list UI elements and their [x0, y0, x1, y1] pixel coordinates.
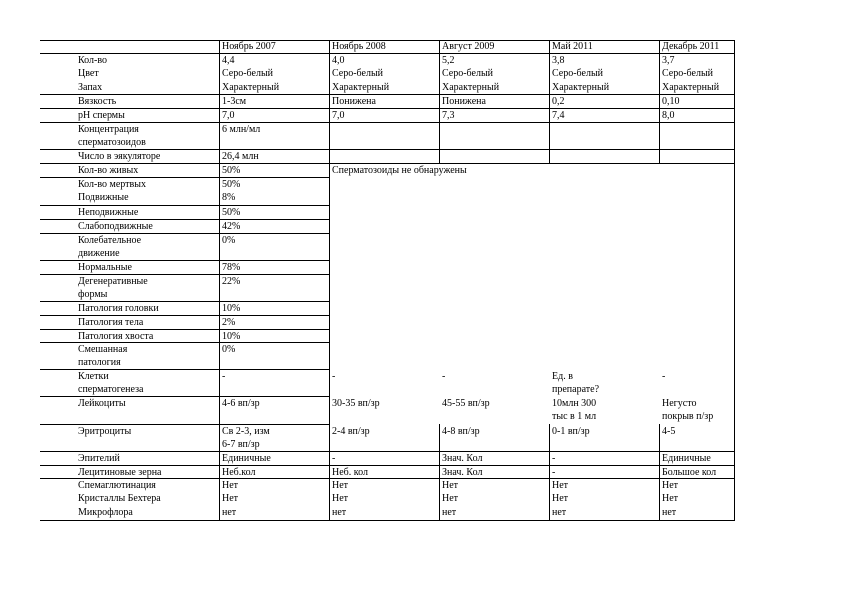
- table-cell: 0,10: [662, 96, 680, 107]
- row-label: Подвижные: [78, 192, 129, 204]
- table-bottom-rule: [40, 520, 735, 521]
- row-rule: [40, 451, 735, 452]
- table-right-rule: [734, 40, 735, 521]
- column-rule: [549, 40, 550, 164]
- table-cell: препарате?: [552, 384, 600, 396]
- table-cell: -: [442, 371, 446, 382]
- table-cell: -: [552, 453, 556, 464]
- row-rule: [40, 122, 735, 123]
- table-cell: Ед. в: [552, 371, 573, 382]
- table-cell: 6-7 вп/зр: [222, 439, 260, 451]
- row-label: Смешанная: [78, 344, 128, 355]
- table-cell: Неб. кол: [332, 467, 368, 478]
- row-label: Микрофлора: [78, 506, 133, 518]
- table-cell: Нет: [552, 493, 569, 505]
- table-cell: 3,8: [552, 55, 565, 66]
- column-rule: [219, 40, 220, 521]
- table-cell: -: [662, 371, 666, 382]
- merged-note: Сперматозоиды не обнаружены: [332, 165, 467, 176]
- table-cell: Характерный: [662, 81, 720, 93]
- table-cell: 0,2: [552, 96, 565, 107]
- header-bottom-rule: [40, 53, 735, 54]
- row-label: Эпителий: [78, 453, 120, 464]
- column-rule: [439, 40, 440, 164]
- row-label: Лецитиновые зерна: [78, 467, 162, 478]
- table-cell: 8%: [222, 192, 236, 204]
- table-cell: Характерный: [552, 81, 610, 93]
- table-cell: Негусто: [662, 398, 697, 409]
- row-label: Колебательное: [78, 235, 142, 246]
- row-label: Патология головки: [78, 303, 159, 314]
- column-rule: [329, 40, 330, 521]
- table-cell: Понижена: [442, 96, 486, 107]
- table-cell: нет: [552, 506, 567, 518]
- row-label: Запах: [78, 81, 103, 93]
- table-cell: 8,0: [662, 110, 675, 121]
- table-cell: 10млн 300: [552, 398, 597, 409]
- table-cell: Св 2-3, изм: [222, 426, 270, 437]
- table-cell: Серо-белый: [442, 68, 494, 80]
- table-cell: 3,7: [662, 55, 675, 66]
- row-label: Цвет: [78, 68, 99, 80]
- table-cell: Серо-белый: [662, 68, 714, 80]
- column-header: Ноябрь 2008: [332, 41, 386, 52]
- table-cell: -: [222, 371, 226, 382]
- table-cell: покрыв п/зр: [662, 411, 714, 423]
- table-cell: 0%: [222, 235, 236, 246]
- row-label: Эритроциты: [78, 426, 132, 437]
- row-label: сперматозоидов: [78, 137, 146, 149]
- table-cell: 4-8 вп/зр: [442, 426, 480, 437]
- row-label: Концентрация: [78, 124, 139, 135]
- table-cell: тыс в 1 мл: [552, 411, 597, 423]
- row-rule: [40, 108, 735, 109]
- table-cell: 10%: [222, 303, 241, 314]
- semen-analysis-table: [40, 40, 734, 520]
- row-label: Лейкоциты: [78, 398, 126, 409]
- row-label: Клетки: [78, 371, 109, 382]
- table-cell: -: [552, 467, 556, 478]
- row-label: Кристаллы Бехтера: [78, 493, 161, 505]
- row-rule: [40, 94, 735, 95]
- table-cell: Нет: [442, 480, 459, 491]
- table-cell: Нет: [552, 480, 569, 491]
- row-label: Патология тела: [78, 317, 144, 328]
- row-label: Кол-во живых: [78, 165, 139, 176]
- row-label: pH спермы: [78, 110, 125, 121]
- table-cell: 50%: [222, 165, 241, 176]
- table-cell: Характерный: [332, 81, 390, 93]
- table-cell: 22%: [222, 276, 241, 287]
- table-cell: 5,2: [442, 55, 455, 66]
- table-cell: 6 млн/мл: [222, 124, 261, 135]
- column-rule: [659, 424, 660, 521]
- table-cell: нет: [442, 506, 457, 518]
- column-header: Май 2011: [552, 41, 593, 52]
- table-cell: Знач. Кол: [442, 467, 483, 478]
- table-cell: Нет: [332, 480, 349, 491]
- row-label: Кол-во мертвых: [78, 179, 146, 190]
- table-cell: Нет: [222, 480, 239, 491]
- table-cell: 7,0: [332, 110, 345, 121]
- column-rule: [439, 424, 440, 521]
- row-label: сперматогенеза: [78, 384, 144, 396]
- row-label: Число в эякуляторе: [78, 151, 161, 162]
- table-cell: Знач. Кол: [442, 453, 483, 464]
- table-top-rule: [40, 40, 735, 41]
- table-cell: Нет: [222, 493, 239, 505]
- table-cell: 4-6 вп/зр: [222, 398, 260, 409]
- column-rule: [549, 424, 550, 521]
- table-cell: Характерный: [442, 81, 500, 93]
- row-label: формы: [78, 289, 108, 301]
- table-cell: Серо-белый: [222, 68, 274, 80]
- table-cell: нет: [332, 506, 347, 518]
- table-cell: 0-1 вп/зр: [552, 426, 590, 437]
- table-cell: 2-4 вп/зр: [332, 426, 370, 437]
- table-cell: нет: [662, 506, 677, 518]
- table-cell: 45-55 вп/зр: [442, 398, 490, 409]
- row-label: Неподвижные: [78, 207, 139, 218]
- table-cell: 50%: [222, 179, 241, 190]
- table-cell: 0%: [222, 344, 236, 355]
- table-cell: Серо-белый: [332, 68, 384, 80]
- table-cell: 26,4 млн: [222, 151, 259, 162]
- table-cell: 78%: [222, 262, 241, 273]
- row-label: Спемаглютинация: [78, 480, 156, 491]
- table-cell: 7,4: [552, 110, 565, 121]
- row-label: патология: [78, 357, 121, 369]
- table-cell: Единичные: [222, 453, 271, 464]
- column-header: Ноябрь 2007: [222, 41, 276, 52]
- row-label: Слабоподвижные: [78, 221, 153, 232]
- table-cell: Большое кол: [662, 467, 717, 478]
- row-label: Дегенеративные: [78, 276, 148, 287]
- table-cell: Единичные: [662, 453, 711, 464]
- row-label: движение: [78, 248, 120, 260]
- table-cell: Нет: [662, 493, 679, 505]
- table-cell: 4,0: [332, 55, 345, 66]
- table-cell: Характерный: [222, 81, 280, 93]
- table-cell: 50%: [222, 207, 241, 218]
- table-cell: 7,3: [442, 110, 455, 121]
- table-cell: 7,0: [222, 110, 235, 121]
- table-cell: 42%: [222, 221, 241, 232]
- table-cell: 4,4: [222, 55, 235, 66]
- row-label: Кол-во: [78, 55, 108, 66]
- table-cell: Нет: [662, 480, 679, 491]
- column-header: Август 2009: [442, 41, 495, 52]
- table-cell: -: [332, 453, 336, 464]
- table-cell: 4-5: [662, 426, 676, 437]
- row-label: Нормальные: [78, 262, 132, 273]
- table-cell: 1-3см: [222, 96, 247, 107]
- table-cell: Понижена: [332, 96, 376, 107]
- table-cell: Нет: [332, 493, 349, 505]
- row-label: Патология хвоста: [78, 331, 154, 342]
- table-cell: Неб.кол: [222, 467, 256, 478]
- column-header: Декабрь 2011: [662, 41, 720, 52]
- table-cell: нет: [222, 506, 237, 518]
- table-cell: Серо-белый: [552, 68, 604, 80]
- table-cell: 10%: [222, 331, 241, 342]
- column-rule: [659, 40, 660, 164]
- table-cell: Нет: [442, 493, 459, 505]
- table-cell: 2%: [222, 317, 236, 328]
- table-cell: -: [332, 371, 336, 382]
- table-cell: 30-35 вп/зр: [332, 398, 380, 409]
- row-label: Вязкость: [78, 96, 117, 107]
